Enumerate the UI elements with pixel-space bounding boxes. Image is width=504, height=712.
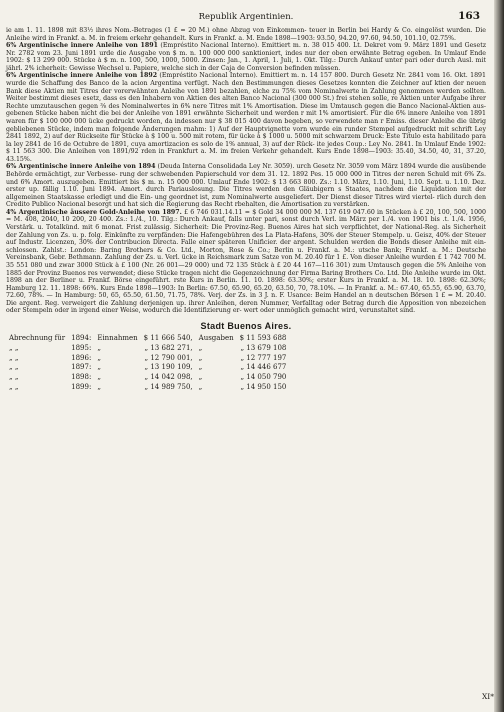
table-cell-income-label: „: [97, 373, 101, 382]
table-cell-income: „ 14 989 750,: [144, 382, 193, 391]
signature-mark: XI*: [481, 692, 494, 701]
paragraph-text: (Deuda Interna Consolidada Ley Nr. 3059). urch Gesetz Nr. 3059 vom März 1894 wurde die ausübende Behörde ermächtigt, zur Verbesse- rung der schwebenden Papierschuld vor dem 31. 12. 1892 Pes. 15 000 000 in Titres der neren Schuld mit 6% Zs. und 6% Amort. auszugeben. Emittiert bis $ m. n. 15 000 000. Umlauf Ende 1902: $ 13 663 800. Zs.: 1.10. März, 1.10. Juni, 1.10. Sept. u. 1.10. Dez. erster up. fällig 1.10. Juni 1894. Amort. durch Pariauslosung. Die Titres werden den Gläubigern s Staates, nachdem die Liquidation mit der allgemeinen Staatskasse erledigt und die Ein- ung geordnet ist, zum Nominalwerte ausgeliefert. Der Dienst dieser Titres wird viertel- rlich durch den Credito Publico Nacional besorgt und hat sich die Regierung das Recht rbehalten, die Amortisation zu verstärken.: [6, 163, 486, 209]
paragraph-text: ie am 1. 11. 1898 mit 83½ ihres Nom.-Betrages (1 £ = 20 M.) ohne Abzug von Einkommen- teuer in Berlin bei Hardy & Co. eingelöst wurden. Die Anleihe wird in Frankf. a. M. in freiem erkehr gehandelt. Kurs in Frankf. a. M. Ende 1898—1903: 93.50, 94.20, 97.60, 94.50, 101.10, 02.75%.: [6, 27, 486, 42]
table-cell-label: Abrechnung für: [9, 333, 66, 342]
table-row: [6, 354, 289, 364]
paragraph: [6, 27, 486, 42]
paragraph-text: (Empréstito Nacional Interno). Emittiert m. n. 14 157 800. Durch Gesetz Nr. 2841 vom 16. Okt. 1891 wurde die Schaffung des Banco de la acion Argentina verfügt. Nach den Bestimmungen dieses Gesetzes konnten die Zeichner auf ktien der neuen Bank diese Aktien mit Titres der vorerwähnten Anleihe von 1891 bezahlen, elche zu 75% vom Nominalwerte in Zahlung genommen werden sollten. Weiter bestimmt dieses esetz, dass es den Inhabern von Aktien des alten Banco Nacional (300 000 St.) frei stehen solle, re Aktien unter Aufgabe ihrer Rechte umzutauschen gegen ⅜ des Nominalwertes in 6% nere Titres mit 1% Amortisation. Diese im Umtausch gegen die Banco Nacional-Aktien aus- gebenen Stücke haben nicht die bei der Anleihe von 1891 erwähnte Sicherheit und werden r mit 1% amortisiert. Für die 6% innere Anleihe von 1891 waren für $ 100 000 000 ücke gedruckt worden, da indessen nur $ 38 015 400 davon begeben, so verwendete man r Emiss. dieser Anleihe die übrig gebliebenen Stücke, indem man folgende Änderungen rnahm: 1) Auf der Hauptvignette vorn wurde ein runder Stempel aufgedruckt mit schrift Ley 2841 1892, 2) auf der Rückseite für Stücke à $ 100 u. 500 mit rotem, für ücke à $ 1000 u. 5000 mit schwarzem Druck: Este Titulo esta habilitado para la ley 2841 de 16 de Octubre de 1891, cuya amortizacion es solo de 1% annual, 3) auf der Rück- ite jedes Coup.: Ley No. 2841. In Umlauf Ende 1902: $ 11 563 300. Die Anleihen von 1891/92 rden in Frankfurt a. M. im freien Verkehr gehandelt. Kurs Ende 1898—1903: 35.40, 34.50, 40, 31, 37.20, 43.15%.: [6, 72, 487, 163]
table-cell-label: „ „: [9, 373, 19, 382]
paragraph-text: (Empréstito Nacional Interno). Emittiert m. n. 38 015 400. Lt. Dekret vom 9. März 1891 und Gesetz Nr. 2782 vom 23. Juni 1891 urde die Ausgabe von $ m. n. 100 000 000 sanktioniert, indes nur der oben erwähnte Betrag egeben. In Umlauf Ende 1902: $ 13 299 000. Stücke à $ m. n. 100, 500, 1000, 5000. Zinsen: Jan., 1. April, 1. Juli, 1. Okt. Tilg.: Durch Ankauf unter pari oder durch Ausl. mit jährl. 2% icherheit: Gewisse Wechsel u. Papiere, welche sich in der Caja de Conversion befinden müssen.: [6, 42, 487, 72]
table-cell-expense-label: „: [198, 382, 203, 391]
table-cell-expense: „ 13 679 108: [240, 343, 287, 352]
table-cell-income: „ 13 190 109,: [144, 363, 193, 372]
table-cell-income-label: „: [97, 363, 101, 372]
table-cell-year: 1899:: [71, 382, 92, 391]
table-cell-label: „ „: [9, 343, 19, 352]
revenue-table: [6, 334, 289, 393]
table-cell-expense-label: „: [198, 373, 203, 382]
paragraph-text: £ 6 746 031.14.11 = $ Gold 34 000 000 M. 137 619 047.60 in Stücken à £ 20, 100, 500, 1000 = M. 408, 2040, 10 200, 20 400. Zs.: 1./4., 10. Tilg.: Durch Ankauf, falls unter pari, sonst durch Verl. im März per 1./4. von 1901 bis .t. 1./4. 1956, Verstärk. u. Totalkünd. mit 6 monat. Frist zulässig. Sicherheit: Die Provinz-Reg. Buenos Aires hat sich verpflichtet, der National-Reg. als Sicherheit der Zahlung von Zs. u. p. folg. Einkünfte zu verpfänden: Die Hafengebühren des La Plata-Hafens, 30% der Steuer Stempelp. u. Geisz, 40% der Steuer auf Industr. Licenzen, 30% der Contribucion Directa. Falle einer späteren Unificier. der argent. Schulden werden die Bonds dieser Anleihe mit ein- schlossen. Zahlst.: London: Baring Brothers & Co. Ltd., Morton, Rose & Co.; Berlin u. Frankf. a. M.: utsche Bank; Frankf. a. M.: Deutsche Vereinsbank, Gebr. Bethmann. Zahlung der Zs. u. Verl. ücke in Reichsmark zum Satze von M. 20.40 für 1 £. Von dieser Anleihe wurden £ 1 742 700 M. 35 551 080 und zwar 3000 Stück à £ 100 (Nr. 26 001—29 000) und 72 135 Stück à £ 20 44 167—116 301) zum Umtausch gegen die 5% Anleihe von 1885 der Provinz Buenos res verwendet; diese Stücke tragen nicht die Gegenzeichnung der Firma Baring Brothers Co. Ltd. Die Anleihe wurde im Okt. 1898 an der Berliner u. Frankf. Börse eingeführt. rste Kurs in Berlin. 11. 10. 1898: 63.30%; erster Kurs in Frankf. a. M. 18. 10. 1898: 62.30%; Hamburg 12. 11. 1898: 66%. Kurs Ende 1898—1903: In Berlin: 67.50, 65.90, 65.20, 63.50, 70, 78.10%. — In Frankf. a. M.: 67.40, 65.55, 65.90, 63.70, 72.60, 78%. — In Hamburg: 50, 65, 65.50, 61.50, 71.75, 78%. Verj. der Zs. in 3 J. n. F. Usance: Beim Handel an n deutschen Börsen 1 £ = M. 20.40. Die argent. Reg. verweigert die Zahlung derjenigen up. ihrer Anleihen, deren Nummer, Verfalltag oder Betrag durch die Apposition von nbezeichen oder Stempeln oder in irgend einer Weise, wodurch die Identifizierung er- wert oder unmöglich gemacht wird, verunstaltet sind.: [6, 208, 487, 315]
body-text: [6, 27, 486, 315]
table-cell-expense-label: „: [198, 353, 203, 362]
table-cell-expense-label: „: [198, 363, 203, 372]
table-cell-year: 1896:: [71, 353, 92, 362]
table-cell-income-label: „: [97, 353, 101, 362]
section-title: Stadt Buenos Aires.: [200, 320, 292, 331]
table-cell-year: 1894:: [71, 333, 92, 342]
table-cell-income-label: Einnahmen: [97, 333, 138, 342]
document-page: [6, 10, 486, 393]
paragraph: [6, 72, 486, 163]
table-cell-expense: „ 14 446 677: [240, 363, 287, 372]
paragraph-heading: 4% Argentinische äussere Gold-Anleihe von 1897.: [6, 208, 182, 216]
table-row: [6, 334, 289, 344]
table-cell-income-label: „: [97, 382, 101, 391]
table-row: [6, 383, 289, 393]
page-number: 163: [458, 10, 480, 22]
table-cell-income-label: „: [97, 343, 101, 352]
paragraph: [6, 163, 486, 208]
table-cell-expense: „ 14 050 790: [240, 373, 287, 382]
table-row: [6, 344, 289, 354]
table-cell-income: „ 12 790 001,: [144, 353, 193, 362]
page-header: [6, 10, 486, 24]
table-cell-label: „ „: [9, 363, 19, 372]
paragraph-heading: 6% Argentinische innere Anleihe von 1894: [6, 163, 156, 171]
table-row: [6, 363, 289, 373]
table-cell-expense: „ 12 777 197: [240, 353, 287, 362]
table-cell-expense-label: Ausgaben: [198, 333, 234, 342]
table-cell-label: „ „: [9, 353, 19, 362]
table-cell-income: „ 13 682 271,: [144, 343, 193, 352]
table-cell-expense: „ 14 950 150: [240, 382, 287, 391]
table-cell-label: „ „: [9, 382, 19, 391]
paragraph-heading: 6% Argentinische innere Anleihe von 1891: [6, 42, 158, 50]
paragraph: [6, 42, 486, 72]
table-cell-income: „ 14 042 098,: [144, 373, 193, 382]
table-row: [6, 373, 289, 383]
table-cell-year: 1895:: [71, 343, 92, 352]
table-cell-expense: $ 11 593 688: [239, 333, 287, 342]
page-edge-shadow: [494, 0, 504, 712]
table-cell-expense-label: „: [198, 343, 203, 352]
paragraph-heading: 6% Argentinische innere Anleihe von 1892: [6, 72, 158, 80]
table-cell-year: 1897:: [71, 363, 92, 372]
paragraph: [6, 209, 486, 315]
table-cell-income: $ 11 666 540,: [143, 333, 193, 342]
running-title: Republik Argentinien.: [198, 12, 294, 22]
table-cell-year: 1898:: [71, 373, 92, 382]
